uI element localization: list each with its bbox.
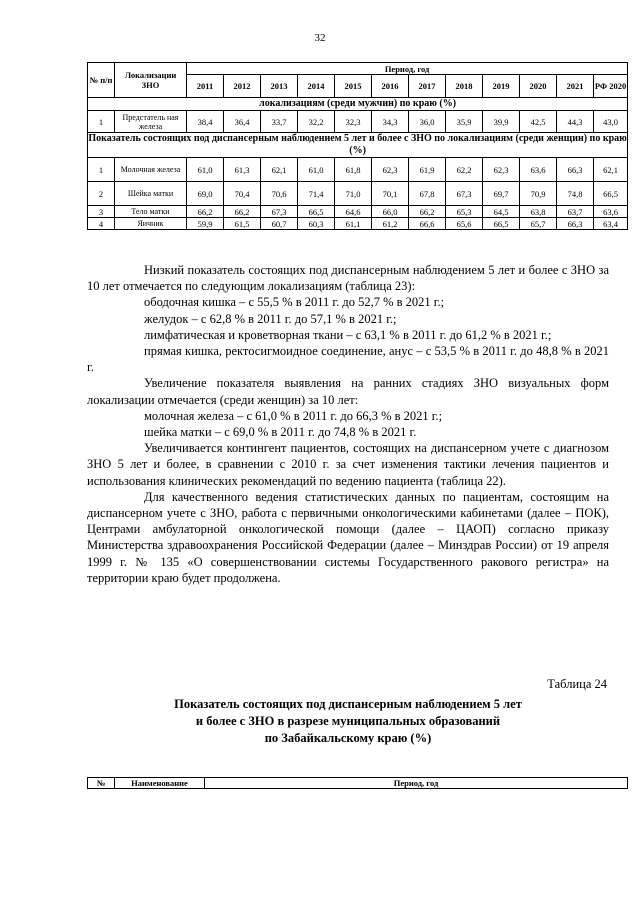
section-title: локализациям (среди мужчин) по краю (%) [88, 98, 628, 111]
value-cell: 61,0 [298, 158, 335, 182]
header-localization: Локализации ЗНО [115, 63, 187, 98]
paragraph: Увеличивается контингент пациентов, состоящих на диспансерном учете с диагнозом ЗНО 5 лет и более, в сравнении с 2010 г. за счет изменения тактики лечения пациентов и использования клинических рекомендаций по ведению пациента (таблица 22). [87, 441, 609, 488]
header-num: № п/п [88, 63, 115, 98]
paragraph: ободочная кишка – с 55,5 % в 2011 г. до 52,7 % в 2021 г.; [144, 295, 445, 310]
value-cell: 66,3 [557, 158, 594, 182]
value-cell: 34,3 [372, 111, 409, 133]
value-cell: 61,3 [224, 158, 261, 182]
value-cell: 66,5 [298, 206, 335, 218]
value-cell: 63,8 [520, 206, 557, 218]
value-cell: 61,8 [335, 158, 372, 182]
localization-table [87, 62, 628, 230]
paragraph: Для качественного ведения статистических данных по пациентам, состоящим на диспансерном учете с ЗНО, работа с первичными онкологическими кабинетами (далее – ПОК), Центрами амбулаторной онкологической помощи (далее – ЦАОП) согласно приказу Министерства здравоохранения Российской Федерации (далее – Минздрав России) от 19 апреля 1999 г. № 135 «О совершенствовании системы Государственного ракового регистра» на территории краю будет продолжена. [87, 489, 609, 585]
section-title: Показатель состоящих под диспансерным наблюдением 5 лет и более с ЗНО по локализациям (среди женщин) по краю (%) [88, 133, 627, 156]
row-num: 2 [88, 182, 115, 206]
value-cell: 71,0 [335, 182, 372, 206]
table-title-line: по Забайкальскому краю (%) [264, 731, 432, 745]
value-cell: 61,0 [187, 158, 224, 182]
value-cell: 67,3 [446, 182, 483, 206]
value-cell: 61,5 [224, 218, 261, 230]
paragraph: Увеличение показателя выявления на ранних стадиях ЗНО визуальных форм локализации отмечается (среди женщин) за 10 лет: [87, 376, 609, 407]
value-cell: 64,6 [335, 206, 372, 218]
value-cell: 60,3 [298, 218, 335, 230]
value-cell: 61,9 [409, 158, 446, 182]
header-name: Наименование [115, 778, 205, 789]
header-year: 2011 [187, 75, 224, 98]
body-text [87, 262, 609, 586]
value-cell: 36,0 [409, 111, 446, 133]
value-cell: 62,2 [446, 158, 483, 182]
header-year: 2014 [298, 75, 335, 98]
row-localization: Яичник [115, 218, 187, 230]
row-localization: Тело матки [115, 206, 187, 218]
value-cell: 71,4 [298, 182, 335, 206]
table-title [87, 696, 609, 747]
value-cell: 66,5 [483, 218, 520, 230]
paragraph: желудок – с 62,8 % в 2011 г. до 57,1 % в 2021 г.; [144, 311, 397, 326]
header-year: 2018 [446, 75, 483, 98]
value-cell: 62,1 [261, 158, 298, 182]
header-year: 2020 [520, 75, 557, 98]
value-cell: 38,4 [187, 111, 224, 133]
value-cell: 32,3 [335, 111, 372, 133]
row-localization: Предстатель ная железа [115, 111, 187, 133]
paragraph: прямая кишка, ректосигмоидное соединение, анус – с 53,5 % в 2011 г. до 48,8 % в 2021 г. [87, 344, 609, 375]
value-cell: 66,0 [372, 206, 409, 218]
table-row [88, 206, 628, 218]
row-num: 4 [88, 218, 115, 230]
paragraph: шейка матки – с 69,0 % в 2011 г. до 74,8 % в 2021 г. [144, 425, 417, 440]
value-cell: 66,2 [224, 206, 261, 218]
table-row [88, 182, 628, 206]
header-num: № [88, 778, 115, 789]
header-year: 2019 [483, 75, 520, 98]
row-num: 1 [88, 158, 115, 182]
value-cell: 66,5 [594, 182, 628, 206]
value-cell: 35,9 [446, 111, 483, 133]
value-cell: 64,5 [483, 206, 520, 218]
value-cell: 42,5 [520, 111, 557, 133]
row-num: 3 [88, 206, 115, 218]
value-cell: 74,8 [557, 182, 594, 206]
table-row [88, 218, 628, 230]
header-year: 2012 [224, 75, 261, 98]
value-cell: 69,0 [187, 182, 224, 206]
value-cell: 66,6 [409, 218, 446, 230]
row-localization: Молочная железа [115, 158, 187, 182]
page-number: 32 [314, 32, 326, 44]
header-year: 2013 [261, 75, 298, 98]
table-row [88, 111, 628, 133]
header-year: 2015 [335, 75, 372, 98]
value-cell: 61,2 [372, 218, 409, 230]
header-year: 2016 [372, 75, 409, 98]
table-row [88, 158, 628, 182]
value-cell: 66,2 [409, 206, 446, 218]
table-title-line: Показатель состоящих под диспансерным наблюдением 5 лет [174, 697, 522, 711]
section-row [88, 133, 628, 158]
value-cell: 62,1 [594, 158, 628, 182]
header-rf: РФ 2020 [594, 75, 628, 98]
value-cell: 70,6 [261, 182, 298, 206]
value-cell: 63,6 [520, 158, 557, 182]
value-cell: 70,1 [372, 182, 409, 206]
value-cell: 44,3 [557, 111, 594, 133]
value-cell: 65,7 [520, 218, 557, 230]
paragraph: Низкий показатель состоящих под диспансерным наблюдением 5 лет и более с ЗНО за 10 лет отмечается по следующим локализациям (таблица 23): [87, 263, 609, 294]
value-cell: 63,4 [594, 218, 628, 230]
table-label: Таблица 24 [547, 677, 607, 691]
paragraph: молочная железа – с 61,0 % в 2011 г. до 66,3 % в 2021 г.; [144, 408, 443, 423]
value-cell: 60,7 [261, 218, 298, 230]
paragraph: лимфатическая и кроветворная ткани – с 63,1 % в 2011 г. до 61,2 % в 2021 г.; [144, 327, 552, 342]
value-cell: 67,8 [409, 182, 446, 206]
value-cell: 61,1 [335, 218, 372, 230]
value-cell: 67,3 [261, 206, 298, 218]
value-cell: 65,3 [446, 206, 483, 218]
value-cell: 36,4 [224, 111, 261, 133]
value-cell: 59,9 [187, 218, 224, 230]
value-cell: 43,0 [594, 111, 628, 133]
value-cell: 63,7 [557, 206, 594, 218]
value-cell: 66,2 [187, 206, 224, 218]
header-period: Период, год [205, 778, 628, 789]
row-localization: Шейка матки [115, 182, 187, 206]
table-title-line: и более с ЗНО в разрезе муниципальных образований [195, 714, 501, 728]
value-cell: 32,2 [298, 111, 335, 133]
value-cell: 66,3 [557, 218, 594, 230]
section-row [88, 98, 628, 111]
value-cell: 33,7 [261, 111, 298, 133]
value-cell: 39,9 [483, 111, 520, 133]
value-cell: 62,3 [372, 158, 409, 182]
header-period: Период, год [187, 63, 628, 75]
header-year: 2021 [557, 75, 594, 98]
value-cell: 70,4 [224, 182, 261, 206]
value-cell: 63,6 [594, 206, 628, 218]
value-cell: 70,9 [520, 182, 557, 206]
row-num: 1 [88, 111, 115, 133]
value-cell: 65,6 [446, 218, 483, 230]
municipal-table-header [87, 777, 628, 789]
value-cell: 62,3 [483, 158, 520, 182]
header-year: 2017 [409, 75, 446, 98]
value-cell: 69,7 [483, 182, 520, 206]
